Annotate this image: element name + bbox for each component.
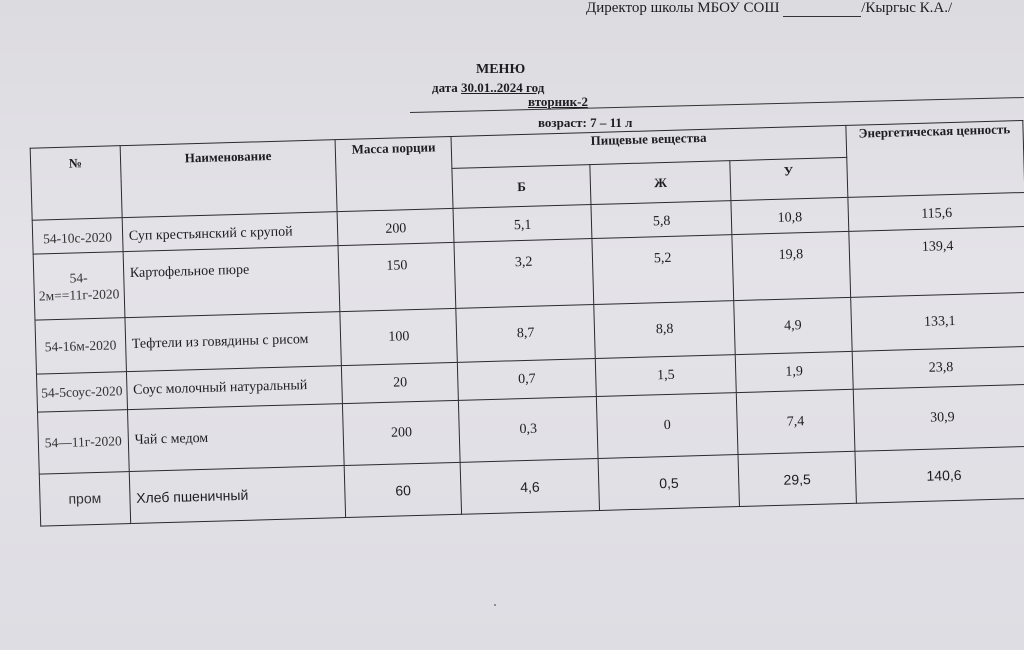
- row-mass: 200: [343, 400, 460, 465]
- row-u: 29,5: [738, 451, 856, 506]
- row-u: 19,8: [732, 231, 850, 300]
- menu-day: вторник-2: [528, 94, 588, 109]
- row-zh: 0,5: [598, 455, 739, 511]
- paper-speck: [494, 604, 496, 606]
- header-zh: Ж: [590, 161, 731, 205]
- row-b: 3,2: [454, 239, 594, 309]
- row-name: Чай с медом: [127, 404, 344, 472]
- menu-table: [30, 120, 1024, 527]
- row-code: 54-16м-2020: [35, 318, 126, 374]
- row-b: 4,6: [460, 458, 599, 514]
- row-zh: 0: [596, 393, 738, 459]
- row-b: 0,3: [458, 396, 598, 462]
- row-code: 54-10с-2020: [32, 218, 123, 254]
- row-name: Тефтели из говядины с рисом: [125, 312, 342, 372]
- row-name: Суп крестьянский с крупой: [122, 212, 339, 252]
- header-energy: Энергетическая ценность: [846, 120, 1024, 197]
- row-name: Соус молочный натуральный: [126, 366, 343, 410]
- row-code: 54-5соус-2020: [36, 372, 127, 412]
- row-u: 7,4: [736, 389, 854, 454]
- row-mass: 150: [338, 242, 455, 311]
- director-title: Директор школы МБОУ СОШ: [586, 0, 780, 16]
- row-code: пром: [39, 472, 130, 526]
- row-energy: 139,4: [849, 226, 1024, 297]
- row-energy: 115,6: [848, 192, 1024, 231]
- row-name: Картофельное пюре: [123, 246, 341, 318]
- row-zh: 5,2: [592, 235, 734, 305]
- row-zh: 8,8: [594, 301, 735, 359]
- header-u: У: [730, 157, 848, 200]
- row-mass: 20: [342, 362, 459, 403]
- header-num: №: [30, 146, 122, 220]
- row-b: 0,7: [457, 359, 596, 401]
- row-u: 4,9: [734, 297, 852, 354]
- director-name: /Кыргыс К.А./: [861, 0, 953, 16]
- row-code: 54-2м==11г-2020: [33, 252, 125, 320]
- menu-age: возраст: 7 – 11 л: [538, 115, 633, 130]
- row-mass: 200: [338, 208, 454, 245]
- date-value: 30.01..2024 год: [461, 80, 545, 95]
- header-b: Б: [452, 165, 591, 209]
- row-b: 8,7: [456, 305, 596, 363]
- row-b: 5,1: [453, 205, 592, 243]
- date-prefix: дата: [432, 80, 458, 95]
- row-energy: 23,8: [852, 346, 1024, 389]
- row-u: 1,9: [735, 351, 853, 392]
- row-mass: 60: [345, 462, 462, 517]
- row-energy: 133,1: [850, 292, 1024, 351]
- menu-title: МЕНЮ: [476, 62, 526, 77]
- row-mass: 100: [340, 308, 457, 365]
- row-name: Хлеб пшеничный: [129, 466, 346, 524]
- header-nutrients: Пищевые вещества: [451, 125, 846, 168]
- row-code: 54—11г-2020: [38, 410, 129, 474]
- row-energy: 140,6: [855, 446, 1024, 503]
- row-u: 10,8: [731, 197, 848, 234]
- header-mass: Масса порции: [336, 136, 454, 211]
- row-energy: 30,9: [853, 384, 1024, 451]
- row-zh: 5,8: [591, 201, 732, 239]
- header-name: Наименование: [120, 140, 338, 218]
- row-zh: 1,5: [595, 355, 736, 397]
